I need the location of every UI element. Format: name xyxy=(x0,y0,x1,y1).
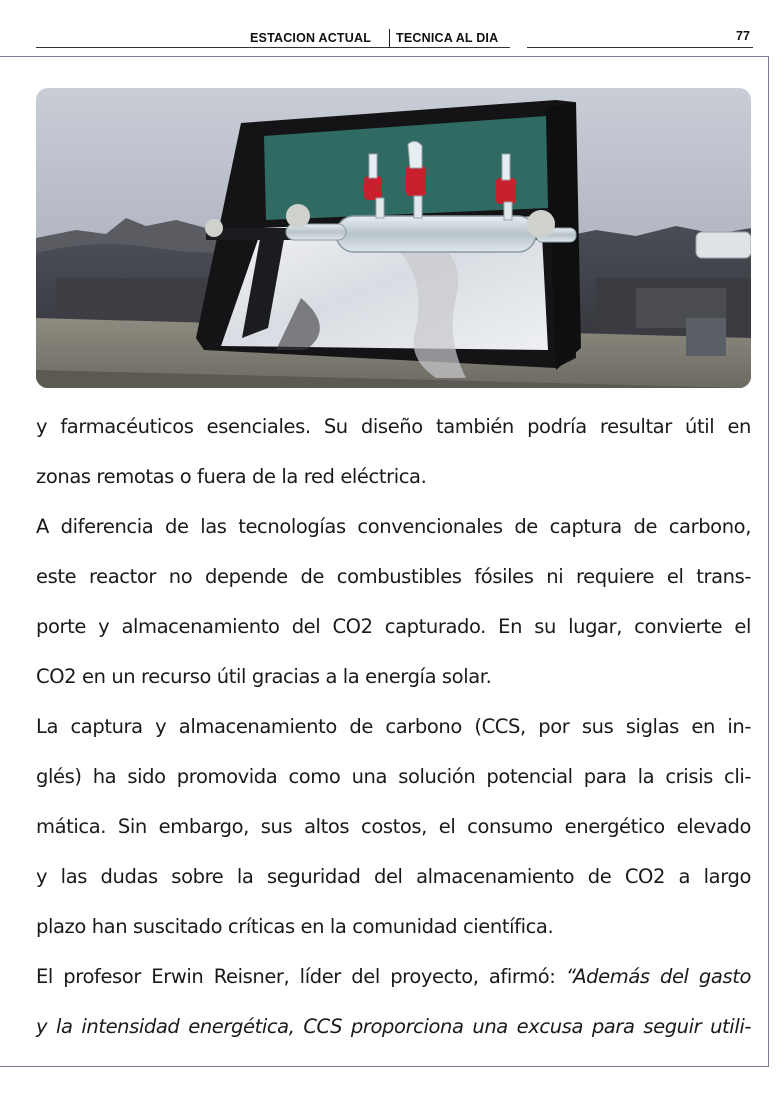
page-header xyxy=(0,0,779,60)
body-line: CO2 en un recurso útil gracias a la energía solar. xyxy=(36,665,492,688)
body-line: mática. Sin embargo, sus altos costos, el consumo energético elevado xyxy=(36,815,751,838)
body-line: zonas remotas o fuera de la red eléctrica. xyxy=(36,465,427,488)
body-line: porte y almacenamiento del CO2 capturado. En su lugar, convierte el xyxy=(36,615,751,638)
body-line: y las dudas sobre la seguridad del almacenamiento de CO2 a largo xyxy=(36,865,751,888)
body-line: La captura y almacenamiento de carbono (CCS, por sus siglas en in- xyxy=(36,715,751,738)
quote-start-text: “Además del gasto xyxy=(565,965,751,988)
page-frame-top xyxy=(0,56,768,57)
body-line: y farmacéuticos esenciales. Su diseño también podría resultar útil en xyxy=(36,415,751,438)
header-rule-left xyxy=(36,47,510,48)
section-label: ESTACION ACTUAL xyxy=(250,31,372,45)
page-number: 77 xyxy=(736,29,750,43)
quote-intro-text: El profesor Erwin Reisner, líder del proyecto, afirmó: xyxy=(36,965,566,988)
body-line: A diferencia de las tecnologías convencionales de captura de carbono, xyxy=(36,515,751,538)
solar-reactor-illustration xyxy=(36,88,751,388)
quote-intro-line xyxy=(36,952,751,1002)
quote-continuation-line: y la intensidad energética, CCS proporciona una excusa para seguir utili- xyxy=(36,1015,751,1038)
subsection-label: TECNICA AL DIA xyxy=(396,31,499,45)
page-frame-right xyxy=(768,56,769,1066)
body-line: plazo han suscitado críticas en la comunidad científica. xyxy=(36,915,554,938)
body-line: este reactor no depende de combustibles fósiles ni requiere el trans- xyxy=(36,565,751,588)
header-separator xyxy=(389,29,390,47)
article-body xyxy=(36,402,751,1052)
body-line: glés) ha sido promovida como una solución potencial para la crisis cli- xyxy=(36,765,751,788)
page-frame-bottom xyxy=(0,1066,769,1067)
header-rule-right xyxy=(527,47,753,48)
article-photo xyxy=(36,88,751,388)
